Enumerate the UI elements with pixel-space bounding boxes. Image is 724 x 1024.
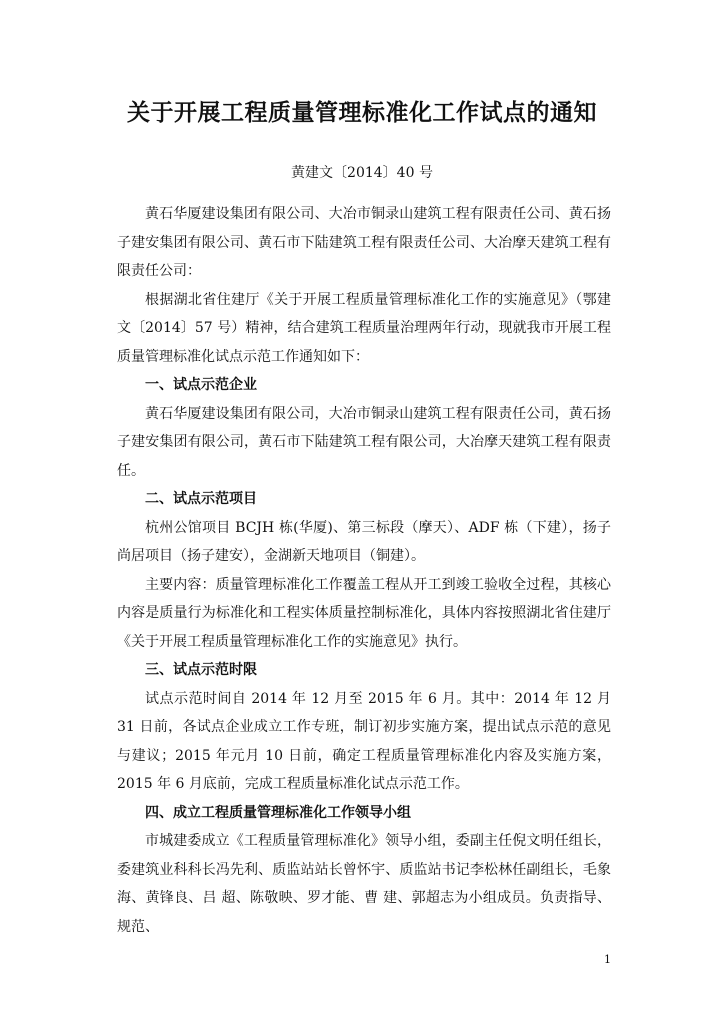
section-4-paragraph: 市城建委成立《工程质量管理标准化》领导小组，委副主任倪文明任组长，委建筑业科科长冯先利、质监站站长曾怀宇、质监站书记李松林任副组长，毛象海、黄锋良、吕 超、陈敬映、罗才能、曹 建、郭超志为小组成员。负责指导、规范、 bbox=[117, 833, 611, 935]
section-heading-4: 四、成立工程质量管理标准化工作领导小组 bbox=[145, 804, 411, 821]
document-body bbox=[117, 200, 611, 941]
section-heading-3: 三、试点示范时限 bbox=[145, 662, 257, 678]
document-number: 黄建文〔2014〕40 号 bbox=[291, 165, 433, 181]
addressees: 黄石华厦建设集团有限公司、大冶市铜录山建筑工程有限责任公司、黄石扬子建安集团有限公司、黄石市下陆建筑工程有限责任公司、大冶摩天建筑工程有限责任公司： bbox=[117, 206, 611, 279]
section-3-paragraph: 试点示范时间自 2014 年 12 月至 2015 年 6 月。其中：2014 年 12 月 31 日前，各试点企业成立工作专班，制订初步实施方案，提出试点示范的意见与建议；2015 年元月 10 日前，确定工程质量管理标准化内容及实施方案，2015 年 6 月底前，完成工程质量标准化试点示范工作。 bbox=[117, 690, 611, 792]
intro-paragraph: 根据湖北省住建厅《关于开展工程质量管理标准化工作的实施意见》（鄂建文〔2014〕57 号）精神，结合建筑工程质量治理两年行动，现就我市开展工程质量管理标准化试点示范工作通知如下： bbox=[117, 291, 611, 365]
document-title: 关于开展工程质量管理标准化工作试点的通知 bbox=[127, 100, 597, 126]
section-2-paragraph: 主要内容：质量管理标准化工作覆盖工程从开工到竣工验收全过程，其核心内容是质量行为标准化和工程实体质量控制标准化，具体内容按照湖北省住建厅《关于开展工程质量管理标准化工作的实施意见》执行。 bbox=[117, 576, 611, 650]
page-number: 1 bbox=[604, 953, 611, 966]
section-1-paragraph: 黄石华厦建设集团有限公司，大冶市铜录山建筑工程有限责任公司，黄石扬子建安集团有限公司，黄石市下陆建筑工程有限公司，大冶摩天建筑工程有限责任。 bbox=[117, 405, 611, 479]
section-2-paragraph: 杭州公馆项目 BCJH 栋(华厦)、第三标段（摩天）、ADF 栋（下建），扬子尚居项目（扬子建安），金湖新天地项目（铜建）。 bbox=[117, 519, 611, 564]
section-heading-2: 二、试点示范项目 bbox=[145, 491, 257, 507]
section-heading-1: 一、试点示范企业 bbox=[145, 377, 257, 393]
